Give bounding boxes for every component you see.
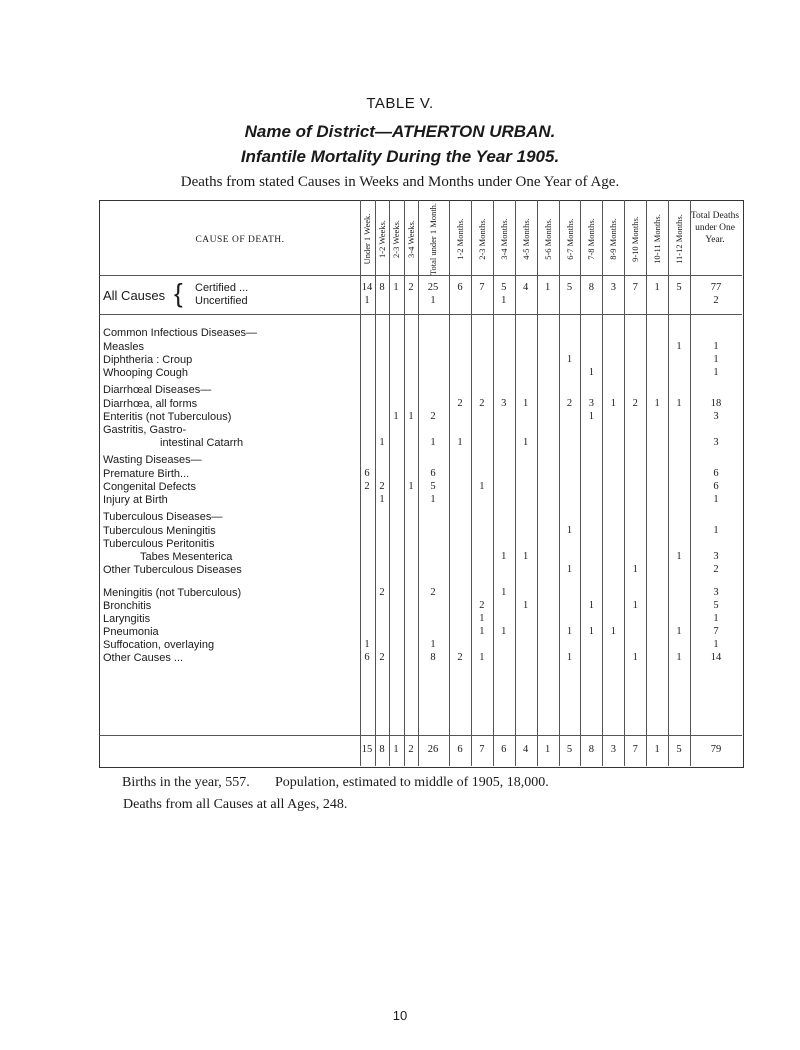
table-cell: 1 — [430, 295, 436, 306]
table-cell: 2 — [566, 398, 573, 409]
grand-total-cell: 3 — [610, 744, 616, 755]
cause-row-label: Diarrhœa, all forms — [103, 398, 198, 410]
district-name: Name of District—ATHERTON URBAN. — [244, 122, 556, 141]
table-cell: 1 — [479, 652, 485, 663]
table-cell: 1 — [523, 600, 529, 611]
cause-row-label: Whooping Cough — [103, 367, 189, 379]
column-header-label: 3-4 Weeks. — [406, 220, 416, 258]
table-cell: 1 — [523, 551, 529, 562]
brace-glyph: { — [174, 278, 183, 308]
grand-total-cell: 1 — [393, 744, 399, 755]
table-cell: 2 — [479, 398, 485, 409]
column-header-12 — [584, 202, 598, 276]
column-header-label: 4-5 Months. — [520, 218, 531, 260]
row-total-cell: 77 — [710, 282, 722, 293]
table-cell: 1 — [632, 600, 638, 611]
table-cell: 6 — [364, 468, 370, 479]
grand-total-cell: 15 — [361, 744, 373, 755]
column-header-16 — [672, 202, 686, 276]
table-cell: 2 — [379, 481, 385, 492]
row-total-cell: 2 — [713, 295, 719, 306]
table-cell: 1 — [676, 551, 682, 562]
grand-total-cell: 26 — [427, 744, 439, 755]
table-cell: 2 — [632, 398, 638, 409]
table-cell: 1 — [588, 600, 595, 611]
group-heading: Wasting Diseases— — [103, 454, 202, 466]
table-cell: 1 — [430, 639, 436, 650]
table-cell: 1 — [364, 295, 370, 306]
grand-total-cell: 4 — [523, 744, 529, 755]
cause-row-label: Other Causes ... — [103, 652, 184, 664]
table-cell: 1 — [588, 367, 595, 378]
table-cell: 1 — [501, 551, 507, 562]
table-cell: 7 — [632, 282, 638, 293]
grand-total-cell: 1 — [544, 744, 551, 755]
all-causes-row-label: Certified ... — [195, 282, 249, 294]
column-header-label: 10-11 Months. — [652, 214, 663, 264]
table-cell: 8 — [379, 282, 385, 293]
row-total-cell: 1 — [713, 613, 719, 624]
cause-row-label: Suffocation, overlaying — [103, 639, 215, 651]
column-header-label: 2-3 Weeks. — [391, 220, 401, 258]
table-cell: 1 — [364, 639, 370, 650]
table-cell: 1 — [676, 398, 682, 409]
table-cell: 2 — [408, 282, 414, 293]
column-header-13 — [606, 202, 620, 276]
column-header-4 — [404, 202, 418, 276]
table-cell: 1 — [566, 564, 573, 575]
table-cell: 1 — [501, 295, 507, 306]
table-cell: 1 — [523, 437, 529, 448]
table-cell: 1 — [479, 613, 485, 624]
column-header-11 — [563, 202, 577, 276]
table-cell: 1 — [676, 626, 682, 637]
column-header-7 — [475, 202, 489, 276]
table-cell: 1 — [676, 341, 682, 352]
table-cell: 1 — [632, 652, 638, 663]
table-cell: 2 — [479, 600, 485, 611]
row-total-cell: 1 — [713, 525, 719, 536]
population-note: Population, estimated to middle of 1905, 18,000. — [275, 775, 549, 790]
table-cell: 6 — [430, 468, 436, 479]
group-heading: Tuberculous Diseases— — [103, 511, 223, 523]
row-total-cell: 3 — [713, 437, 719, 448]
all-causes-divider — [99, 314, 742, 315]
grand-total-cell: 5 — [676, 744, 682, 755]
table-subtitle: Deaths from stated Causes in Weeks and Months under One Year of Age. — [180, 174, 620, 190]
column-header-label: Total under 1 Month. — [428, 202, 438, 276]
grand-total-cell: 5 — [566, 744, 573, 755]
table-cell: 1 — [379, 437, 385, 448]
cause-row-label: Tuberculous Peritonitis — [103, 538, 215, 550]
table-cell: 6 — [457, 282, 463, 293]
table-cell: 1 — [393, 282, 399, 293]
column-header-1 — [360, 202, 374, 276]
column-header-10 — [541, 202, 555, 276]
table-cell: 1 — [430, 437, 436, 448]
table-cell: 3 — [588, 398, 595, 409]
column-header-label: 7-8 Months. — [586, 218, 597, 260]
grand-total-cell: 8 — [379, 744, 385, 755]
cause-row-label: intestinal Catarrh — [160, 437, 244, 449]
row-total-cell: 7 — [713, 626, 719, 637]
table-cell: 2 — [457, 398, 463, 409]
column-header-label: 8-9 Months. — [608, 218, 619, 260]
table-cell: 1 — [610, 626, 616, 637]
table-cell: 1 — [588, 626, 595, 637]
table-cell: 1 — [676, 652, 682, 663]
deaths-note: Deaths from all Causes at all Ages, 248. — [123, 797, 348, 812]
row-total-cell: 18 — [710, 398, 722, 409]
grand-total-cell: 7 — [479, 744, 485, 755]
cause-row-label: Tuberculous Meningitis — [103, 525, 216, 537]
column-header-label: Under 1 Week. — [362, 213, 372, 265]
table-number: TABLE V. — [366, 95, 434, 112]
row-total-cell: 6 — [713, 481, 719, 492]
cause-row-label: Diphtheria : Croup — [103, 354, 193, 366]
grand-total-overall: 79 — [710, 744, 722, 755]
table-cell: 5 — [566, 282, 573, 293]
grand-total-cell: 6 — [457, 744, 463, 755]
row-total-cell: 5 — [713, 600, 719, 611]
table-cell: 7 — [479, 282, 485, 293]
table-cell: 2 — [430, 411, 436, 422]
table-cell: 4 — [523, 282, 529, 293]
cause-row-label: Bronchitis — [103, 600, 152, 612]
table-cell: 2 — [364, 481, 370, 492]
table-cell: 1 — [566, 525, 573, 536]
page-number: 10 — [392, 1008, 408, 1023]
grand-total-cell: 2 — [408, 744, 414, 755]
row-total-cell: 2 — [713, 564, 719, 575]
table-cell: 1 — [408, 481, 414, 492]
row-total-cell: 3 — [713, 551, 719, 562]
table-cell: 1 — [501, 626, 507, 637]
cause-row-label: Congenital Defects — [103, 481, 196, 493]
table-cell: 1 — [544, 282, 551, 293]
cause-row-label: Meningitis (not Tuberculous) — [103, 587, 242, 599]
column-header-6 — [453, 202, 467, 276]
row-total-cell: 14 — [710, 652, 722, 663]
table-cell: 5 — [430, 481, 436, 492]
table-cell: 8 — [588, 282, 595, 293]
table-cell: 5 — [676, 282, 682, 293]
group-heading: Common Infectious Diseases— — [103, 327, 258, 339]
table-cell: 2 — [379, 652, 385, 663]
column-header-9 — [519, 202, 533, 276]
column-header-label: 6-7 Months. — [564, 218, 575, 260]
grand-total-cell: 7 — [632, 744, 638, 755]
column-header-label: 11-12 Months. — [674, 214, 685, 264]
table-cell: 25 — [427, 282, 439, 293]
total-column-header: Total Deaths under One Year. — [690, 211, 740, 245]
row-total-cell: 3 — [713, 587, 719, 598]
table-cell: 1 — [379, 494, 385, 505]
table-cell: 1 — [654, 398, 660, 409]
column-header-label: 5-6 Months. — [542, 218, 553, 260]
table-cell: 1 — [479, 481, 485, 492]
column-header-3 — [389, 202, 403, 276]
row-total-cell: 3 — [713, 411, 719, 422]
table-cell: 6 — [364, 652, 370, 663]
table-title: Infantile Mortality During the Year 1905. — [240, 147, 560, 166]
row-total-cell: 1 — [713, 367, 719, 378]
column-header-5 — [426, 202, 440, 276]
cause-row-label: Premature Birth... — [103, 468, 190, 480]
table-cell: 1 — [632, 564, 638, 575]
row-total-cell: 1 — [713, 494, 719, 505]
group-heading: Diarrhœal Diseases— — [103, 384, 212, 396]
table-cell: 1 — [430, 494, 436, 505]
table-cell: 1 — [654, 282, 660, 293]
cause-row-label: Enteritis (not Tuberculous) — [103, 411, 232, 423]
column-header-label: 3-4 Months. — [498, 218, 509, 260]
table-cell: 1 — [566, 354, 573, 365]
table-cell: 1 — [566, 626, 573, 637]
column-header-2 — [375, 202, 389, 276]
row-total-cell: 6 — [713, 468, 719, 479]
column-header-14 — [628, 202, 642, 276]
column-header-15 — [650, 202, 664, 276]
table-cell: 1 — [610, 398, 616, 409]
row-total-cell: 1 — [713, 639, 719, 650]
table-cell: 14 — [361, 282, 373, 293]
table-cell: 1 — [408, 411, 414, 422]
grand-total-cell: 8 — [588, 744, 595, 755]
row-total-cell: 1 — [713, 354, 719, 365]
table-cell: 3 — [501, 398, 507, 409]
all-causes-row-label: Uncertified — [195, 295, 248, 307]
cause-row-label: Laryngitis — [103, 613, 151, 625]
table-cell: 1 — [393, 411, 399, 422]
table-cell: 1 — [588, 411, 595, 422]
row-total-cell: 1 — [713, 341, 719, 352]
grand-total-cell: 1 — [654, 744, 660, 755]
table-cell: 1 — [523, 398, 529, 409]
column-header-label: 1-2 Months. — [454, 218, 465, 260]
column-header-label: 1-2 Weeks. — [377, 220, 387, 258]
table-cell: 2 — [379, 587, 385, 598]
column-header-label: 2-3 Months. — [476, 218, 487, 260]
table-cell: 3 — [610, 282, 616, 293]
column-header-label: 9-10 Months. — [630, 216, 641, 262]
all-causes-label: All Causes — [103, 288, 166, 303]
cause-row-label: Tabes Mesenterica — [140, 551, 233, 563]
column-header-8 — [497, 202, 511, 276]
totals-divider — [99, 735, 742, 736]
table-cell: 8 — [430, 652, 436, 663]
table-cell: 1 — [566, 652, 573, 663]
table-cell: 2 — [457, 652, 463, 663]
cause-row-label: Injury at Birth — [103, 494, 168, 506]
table-cell: 1 — [457, 437, 463, 448]
table-cell: 5 — [501, 282, 507, 293]
cause-row-label: Pneumonia — [103, 626, 159, 638]
table-cell: 1 — [479, 626, 485, 637]
cause-row-label: Gastritis, Gastro- — [103, 424, 187, 436]
births-note: Births in the year, 557. — [122, 775, 250, 790]
table-cell: 1 — [501, 587, 507, 598]
header-divider — [99, 275, 742, 276]
grid-vline — [690, 200, 691, 766]
grand-total-cell: 6 — [501, 744, 507, 755]
cause-column-header: CAUSE OF DEATH. — [195, 235, 285, 245]
cause-row-label: Measles — [103, 341, 144, 353]
cause-row-label: Other Tuberculous Diseases — [103, 564, 242, 576]
table-cell: 2 — [430, 587, 436, 598]
